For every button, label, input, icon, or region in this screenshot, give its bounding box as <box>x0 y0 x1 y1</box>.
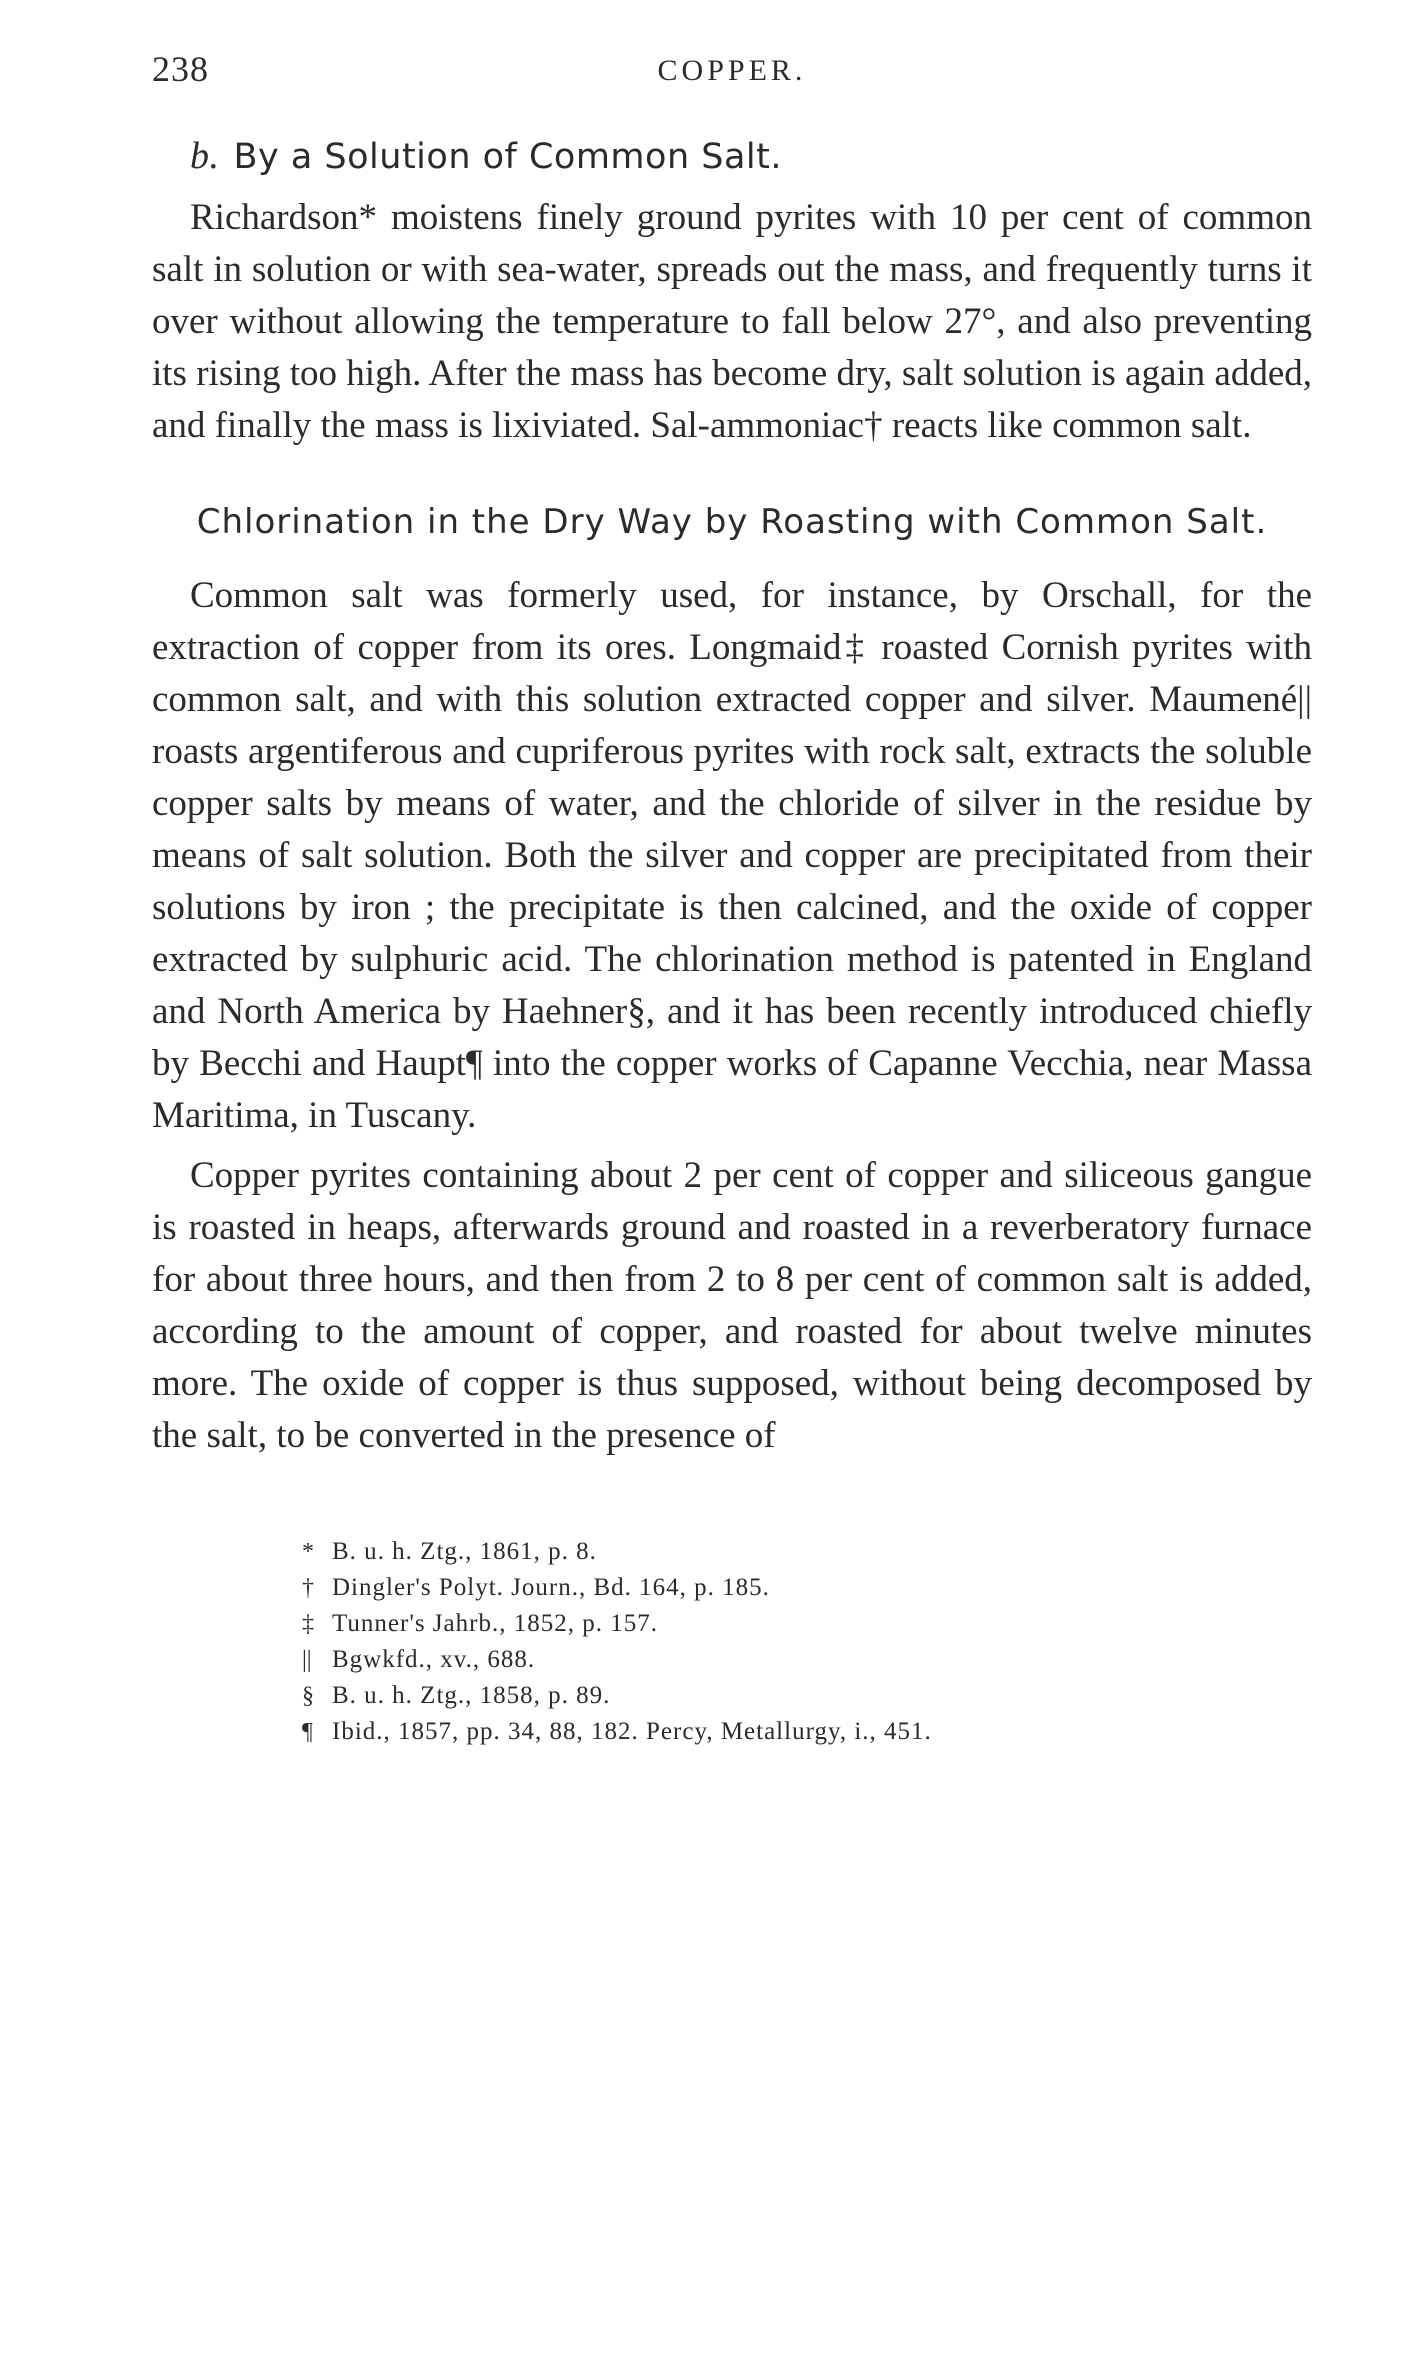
footnote-text: Tunner's Jahrb., 1852, p. 157. <box>332 1610 658 1637</box>
section-heading-chlorination: Chlorination in the Dry Way by Roasting with Common Salt. <box>196 502 1268 542</box>
footnote-mark: * <box>302 1539 314 1565</box>
footnotes <box>302 1534 1312 1750</box>
footnote-text: B. u. h. Ztg., 1858, p. 89. <box>332 1682 611 1709</box>
section-b-letter: b. <box>190 135 220 177</box>
section-b-title: By a Solution of Common Salt. <box>233 137 782 177</box>
footnote-mark: ¶ <box>302 1719 313 1745</box>
footnote <box>302 1678 1312 1714</box>
book-page <box>152 48 1312 1750</box>
paragraph-copper-pyrites: Copper pyrites containing about 2 per cent of copper and siliceous gangue is roasted in heaps, afterwards ground and roasted in a reverberatory furnace for about three hours, and then from 2 to 8 per cent of common salt is added, according to the amount of copper, and roasted for about twelve minutes more. The oxide of copper is thus supposed, without being decomposed by the salt, to be converted in the presence of <box>152 1155 1312 1456</box>
page-number: 238 <box>152 49 209 89</box>
footnote <box>302 1570 1312 1606</box>
footnote-mark: † <box>302 1575 314 1601</box>
footnote-mark: || <box>302 1647 312 1673</box>
footnote-text: B. u. h. Ztg., 1861, p. 8. <box>332 1538 597 1565</box>
footnote <box>302 1606 1312 1642</box>
footnote <box>302 1642 1312 1678</box>
footnote-text: Ibid., 1857, pp. 34, 88, 182. Percy, Metallurgy, i., 451. <box>332 1718 932 1745</box>
running-title: COPPER. <box>657 54 807 87</box>
section-b-heading <box>190 134 1312 178</box>
footnote-mark: ‡ <box>302 1611 314 1637</box>
footnote <box>302 1534 1312 1570</box>
footnote-mark: § <box>302 1683 314 1709</box>
footnote-text: Dingler's Polyt. Journ., Bd. 164, p. 185. <box>332 1574 770 1601</box>
footnote <box>302 1714 1312 1750</box>
paragraph-common-salt: Common salt was formerly used, for instance, by Orschall, for the extraction of copper from its ores. Longmaid‡ roasted Cornish pyrites with common salt, and with this solution extracted copper and silver. Maumené|| roasts argentiferous and cupriferous pyrites with rock salt, extracts the soluble copper salts by means of water, and the chloride of silver in the residue by means of salt solution. Both the silver and copper are precipitated from their solutions by iron ; the precipitate is then calcined, and the oxide of copper extracted by sulphuric acid. The chlorination method is patented in England and North America by Haehner§, and it has been recently introduced chiefly by Becchi and Haupt¶ into the copper works of Capanne Vecchia, near Massa Maritima, in Tuscany. <box>152 575 1312 1136</box>
running-head <box>152 48 1312 108</box>
footnote-text: Bgwkfd., xv., 688. <box>332 1646 536 1673</box>
paragraph-richardson: Richardson* moistens finely ground pyrites with 10 per cent of common salt in solution or with sea-water, spreads out the mass, and frequently turns it over without allowing the temperature to fall below 27°, and also preventing its rising too high. After the mass has become dry, salt solution is again added, and finally the mass is lixiviated. Sal-ammoniac† reacts like common salt. <box>152 197 1312 446</box>
